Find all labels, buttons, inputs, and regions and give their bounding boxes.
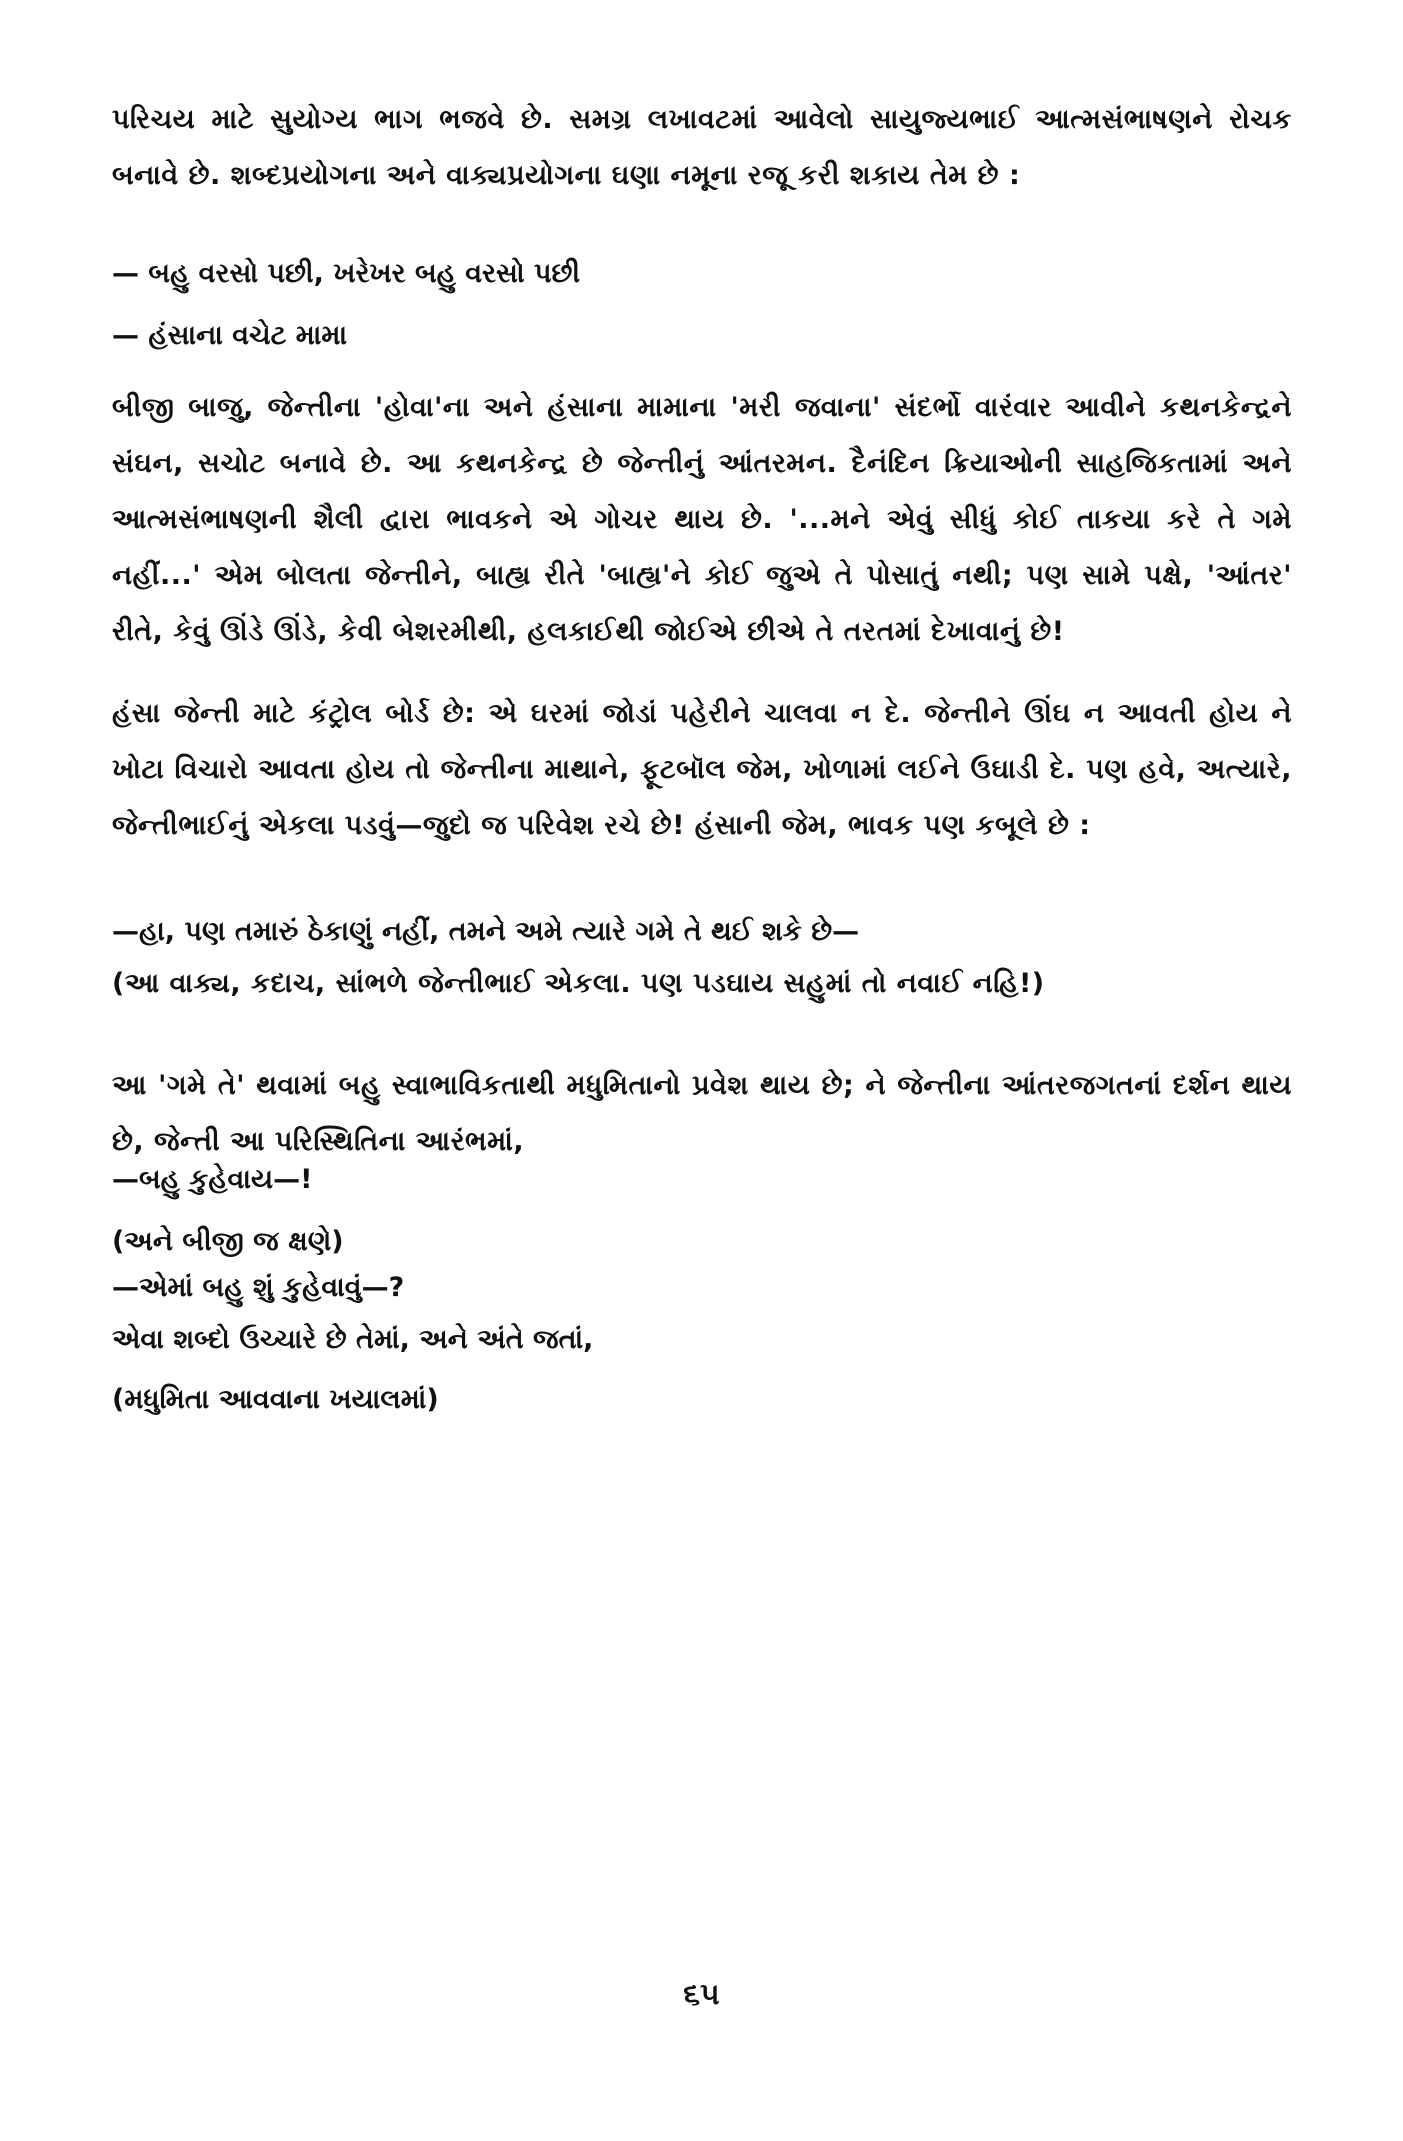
paragraph-control-board: હંસા જેન્તી માટે કંટ્રોલ બોર્ડ છે: એ ઘરમાં જોડાં પહેરીને ચાલવા ન દે. જેન્તીને ઊંઘ ન આવતી હોય ને ખોટા વિચારો આવતા હોય તો જેન્તીના માથાને, ફૂટબૉલ જેમ, ખોળામાં લઈને ઉઘાડી દે. પણ હવે, અત્યારે, જેન્તીભાઈનું એકલા પડવું—જુદો જ પરિવેશ રચે છે! હંસાની જેમ, ભાવક પણ કબૂલે છે : [112, 698, 1292, 841]
paragraph-aside-1: (આ વાક્ય, કદાચ, સાંભળે જેન્તીભાઈ એકલા. પણ પડઘાય સહુમાં તો નવાઈ નહિ!) [112, 968, 1045, 999]
dialogue-line-1: —હા, પણ તમારું ઠેકાણું નહીં, તમને અમે ત્યારે ગમે તે થઈ શકે છે— [112, 916, 860, 947]
paragraph-context: બીજી બાજુ, જેન્તીના 'હોવા'ના અને હંસાના મામાના 'મરી જવાના' સંદર્ભો વારંવાર આવીને કથનકેન્દ્રને સંઘન, સચોટ બનાવે છે. આ કથનકેન્દ્ર છે જેન્તીનું આંતરમન. દૈનંદિન ક્રિયાઓની સાહજિકતામાં અને આત્મસંભાષણની શૈલી દ્વારા ભાવકને એ ગોચર થાય છે. '...મને એવું સીધું કોઈ તાકયા કરે તે ગમે નહીં...' એમ બોલતા જેન્તીને, બાહ્ય રીતે 'બાહ્ય'ને કોઈ જુએ તે પોસાતું નથી; પણ સામે પક્ષે, 'આંતર' રીતે, કેવું ઊંડે ઊંડે, કેવી બેશરમીથી, હલકાઈથી જોઈએ છીએ તે તરતમાં દેખાવાનું છે! [112, 392, 1292, 647]
page-number: ૬૫ [683, 1977, 720, 2012]
paragraph-closing: એવા શબ્દો ઉચ્ચારે છે તેમાં, અને અંતે જતાં, [112, 1324, 594, 1355]
paragraph-madhumita: આ 'ગમે તે' થવામાં બહુ સ્વાભાવિકતાથી મધુમિતાનો પ્રવેશ થાય છે; ને જેન્તીના આંતરજગતનાં દર્શન થાય છે, જેન્તી આ પરિસ્થિતિના આરંભમાં, [112, 1070, 1292, 1157]
aside-line-2: (અને બીજી જ ક્ષણે) [112, 1226, 344, 1257]
quote-line-2: — હંસાના વચેટ મામા [112, 320, 348, 351]
quote-line-1: — બહુ વરસો પછી, ખરેખર બહુ વરસો પછી [112, 258, 581, 289]
paragraph-intro: પરિચય માટે સુયોગ્ય ભાગ ભજવે છે. સમગ્ર લખાવટમાં આવેલો સાયુજ્યભાઈ આત્મસંભાષણને રોચક બનાવે છે. શબ્દપ્રયોગના અને વાક્યપ્રયોગના ઘણા નમૂના રજૂ કરી શકાય તેમ છે : [112, 104, 1292, 191]
dialogue-line-2: —બહુ કુહેવાય—! [112, 1164, 313, 1195]
aside-line-3: (મધુમિતા આવવાના ખયાલમાં) [112, 1384, 439, 1415]
dialogue-line-3: —એમાં બહુ શું કુહેવાવું—? [112, 1272, 405, 1303]
